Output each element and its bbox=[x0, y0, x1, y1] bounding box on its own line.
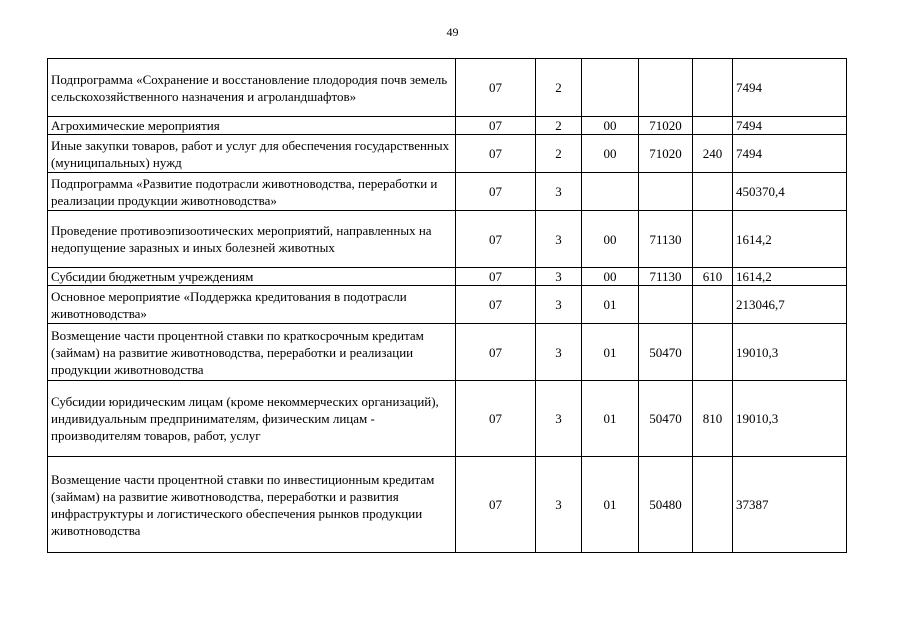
row-expense-type bbox=[693, 457, 733, 553]
row-section: 07 bbox=[456, 286, 536, 324]
row-section: 07 bbox=[456, 324, 536, 381]
row-code-direction: 50480 bbox=[639, 457, 693, 553]
row-expense-type bbox=[693, 286, 733, 324]
row-name: Субсидии бюджетным учреждениям bbox=[48, 268, 456, 286]
table-row bbox=[48, 268, 847, 286]
row-code-program: 01 bbox=[582, 324, 639, 381]
row-code-direction: 71020 bbox=[639, 135, 693, 173]
row-code-direction: 50470 bbox=[639, 324, 693, 381]
row-name: Возмещение части процентной ставки по инвестиционным кредитам (займам) на развитие животноводства, переработки и развития инфраструктуры и логистического обеспечения рынков продукции животноводства bbox=[48, 457, 456, 553]
row-section: 07 bbox=[456, 457, 536, 553]
row-amount: 19010,3 bbox=[733, 324, 847, 381]
row-name: Основное мероприятие «Поддержка кредитования в подотрасли животноводства» bbox=[48, 286, 456, 324]
row-name: Возмещение части процентной ставки по краткосрочным кредитам (займам) на развитие животноводства, переработки и реализации продукции животноводства bbox=[48, 324, 456, 381]
table-row bbox=[48, 117, 847, 135]
row-name: Субсидии юридическим лицам (кроме некоммерческих организаций), индивидуальным предпринимателям, физическим лицам - производителям товаров, работ, услуг bbox=[48, 381, 456, 457]
row-code-direction bbox=[639, 173, 693, 211]
row-section: 07 bbox=[456, 268, 536, 286]
table-row bbox=[48, 286, 847, 324]
row-amount: 450370,4 bbox=[733, 173, 847, 211]
row-expense-type bbox=[693, 59, 733, 117]
row-amount: 7494 bbox=[733, 117, 847, 135]
row-section: 07 bbox=[456, 173, 536, 211]
row-code-program bbox=[582, 173, 639, 211]
row-subsection: 2 bbox=[536, 117, 582, 135]
row-subsection: 3 bbox=[536, 268, 582, 286]
table-row bbox=[48, 173, 847, 211]
row-name: Иные закупки товаров, работ и услуг для обеспечения государственных (муниципальных) нужд bbox=[48, 135, 456, 173]
table-row bbox=[48, 324, 847, 381]
row-amount: 19010,3 bbox=[733, 381, 847, 457]
row-code-direction: 71130 bbox=[639, 211, 693, 268]
row-section: 07 bbox=[456, 117, 536, 135]
row-subsection: 3 bbox=[536, 211, 582, 268]
table-row bbox=[48, 211, 847, 268]
row-subsection: 2 bbox=[536, 135, 582, 173]
row-name: Проведение противоэпизоотических мероприятий, направленных на недопущение заразных и иных болезней животных bbox=[48, 211, 456, 268]
row-code-program: 00 bbox=[582, 268, 639, 286]
row-subsection: 3 bbox=[536, 457, 582, 553]
row-section: 07 bbox=[456, 59, 536, 117]
row-code-program: 01 bbox=[582, 457, 639, 553]
row-section: 07 bbox=[456, 381, 536, 457]
row-section: 07 bbox=[456, 135, 536, 173]
row-expense-type: 810 bbox=[693, 381, 733, 457]
row-amount: 7494 bbox=[733, 135, 847, 173]
row-expense-type bbox=[693, 211, 733, 268]
table-row bbox=[48, 135, 847, 173]
table-row bbox=[48, 59, 847, 117]
budget-table bbox=[47, 58, 847, 553]
row-expense-type bbox=[693, 117, 733, 135]
row-code-direction: 71130 bbox=[639, 268, 693, 286]
row-name: Агрохимические мероприятия bbox=[48, 117, 456, 135]
row-subsection: 3 bbox=[536, 173, 582, 211]
row-name: Подпрограмма «Развитие подотрасли животноводства, переработки и реализации продукции животноводства» bbox=[48, 173, 456, 211]
row-code-direction bbox=[639, 59, 693, 117]
row-expense-type: 610 bbox=[693, 268, 733, 286]
row-code-direction: 71020 bbox=[639, 117, 693, 135]
row-amount: 1614,2 bbox=[733, 268, 847, 286]
row-code-program: 01 bbox=[582, 286, 639, 324]
row-expense-type bbox=[693, 324, 733, 381]
row-amount: 1614,2 bbox=[733, 211, 847, 268]
row-code-program: 00 bbox=[582, 117, 639, 135]
row-amount: 213046,7 bbox=[733, 286, 847, 324]
row-subsection: 3 bbox=[536, 286, 582, 324]
row-code-direction bbox=[639, 286, 693, 324]
row-amount: 7494 bbox=[733, 59, 847, 117]
page-number: 49 bbox=[446, 25, 459, 39]
row-amount: 37387 bbox=[733, 457, 847, 553]
row-expense-type: 240 bbox=[693, 135, 733, 173]
row-code-program: 00 bbox=[582, 211, 639, 268]
row-code-program: 01 bbox=[582, 381, 639, 457]
row-code-program bbox=[582, 59, 639, 117]
row-code-direction: 50470 bbox=[639, 381, 693, 457]
row-subsection: 3 bbox=[536, 324, 582, 381]
row-name: Подпрограмма «Сохранение и восстановление плодородия почв земель сельскохозяйственного назначения и агроландшафтов» bbox=[48, 59, 456, 117]
row-section: 07 bbox=[456, 211, 536, 268]
row-subsection: 2 bbox=[536, 59, 582, 117]
table-row bbox=[48, 457, 847, 553]
row-subsection: 3 bbox=[536, 381, 582, 457]
row-code-program: 00 bbox=[582, 135, 639, 173]
table-row bbox=[48, 381, 847, 457]
row-expense-type bbox=[693, 173, 733, 211]
